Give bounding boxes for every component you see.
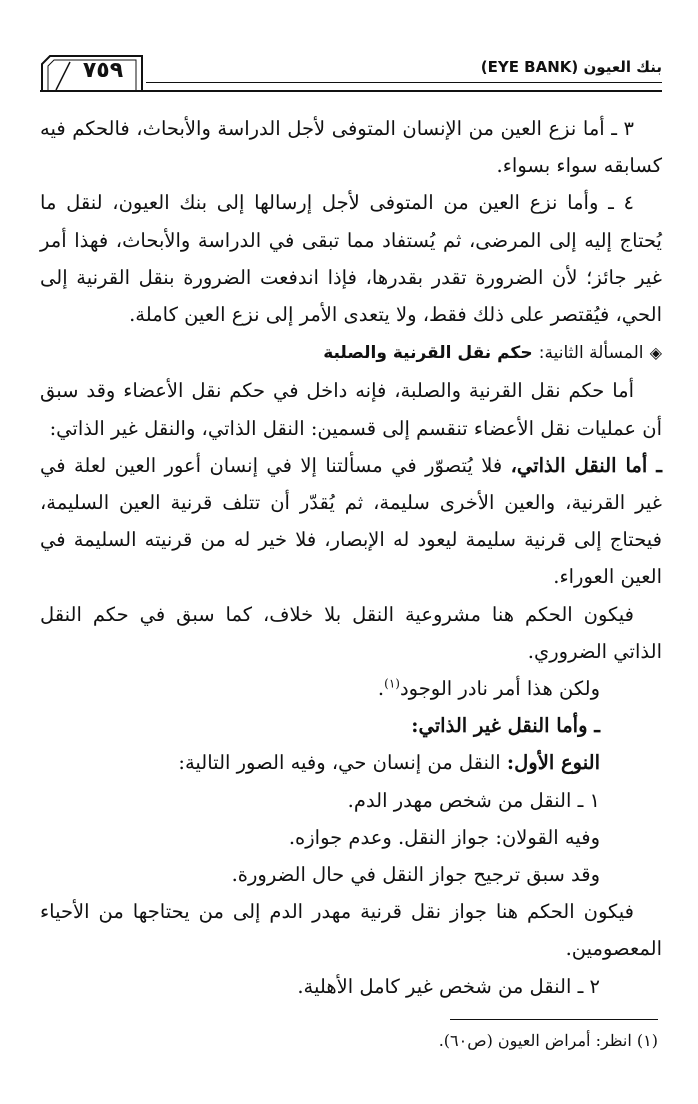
self-transfer-lead: ـ أما النقل الذاتي، xyxy=(510,453,662,477)
page-number-frame xyxy=(40,54,144,90)
self-transfer-text: فلا يُتصوّر في مسألتنا إلا في إنسان أعور العين لعلة في غير القرنية، والعين الأخرى سليمة، ثم يُقدّر أن تتلف قرنية العين السليمة، فيحتاج إلى قرنية سليمة ليعود له الإبصار، فلا خير له من قرنيته السليمة في العين العوراء. xyxy=(40,453,662,589)
page-header xyxy=(40,54,662,94)
paragraph-3: ٣ ـ أما نزع العين من الإنسان المتوفى لأجل الدراسة والأبحاث، فالحكم فيه كسابقه سواء بسواء. xyxy=(40,117,662,178)
section-title: حكم نقل القرنية والصلبة xyxy=(323,343,533,364)
self-transfer-paragraph xyxy=(40,447,662,596)
running-title: بنك العيون (EYE BANK) xyxy=(480,58,662,76)
ruling-1: فيكون الحكم هنا مشروعية النقل بلا خلاف، كما سبق في حكم النقل الذاتي الضروري. xyxy=(40,602,662,663)
non-self-heading: ـ وأما النقل غير الذاتي: xyxy=(411,714,600,738)
diamond-bullet-icon: ◈ xyxy=(649,343,662,363)
type-one-label: النوع الأول: xyxy=(506,751,600,775)
rare-note-text: ولكن هذا أمر نادر الوجود xyxy=(399,677,600,701)
rare-note xyxy=(40,670,662,707)
footnote-ref: (١) xyxy=(384,676,400,691)
type-one-text: النقل من إنسان حي، وفيه الصور التالية: xyxy=(178,751,507,775)
page-number: ٧٥٩ xyxy=(82,58,124,83)
rare-note-end: . xyxy=(377,677,385,701)
section-heading xyxy=(40,333,662,372)
opinions: وفيه القولان: جواز النقل. وعدم جوازه. xyxy=(288,825,600,849)
footnote-rule xyxy=(450,1019,658,1020)
type-one xyxy=(40,744,662,781)
footnote-text: انظر: أمراض العيون (ص٦٠). xyxy=(438,1031,637,1050)
item-1: ١ ـ النقل من شخص مهدر الدم. xyxy=(347,788,600,812)
paragraph-4: ٤ ـ وأما نزع العين من المتوفى لأجل إرسالها إلى بنك العيون، لنقل ما يُحتاج إليه إلى المرضى، ثم يُستفاد مما تبقى في الدراسة والأبحاث، فهذا أمر غير جائز؛ لأن الضرورة تقدر بقدرها، فإذا اندفعت الضرورة بنقل القرنية إلى الحي، فيُقتصر على ذلك فقط، ولا يتعدى الأمر إلى نزع العين كاملة. xyxy=(40,191,662,327)
item-2: ٢ ـ النقل من شخص غير كامل الأهلية. xyxy=(297,974,600,998)
preferred-opinion: وقد سبق ترجيح جواز النقل في حال الضرورة. xyxy=(231,863,600,887)
footnote-number: (١) xyxy=(636,1031,658,1050)
header-rule-top xyxy=(146,82,662,83)
footnote xyxy=(36,1027,658,1055)
section-label: المسألة الثانية: xyxy=(538,343,644,364)
section-intro: أما حكم نقل القرنية والصلبة، فإنه داخل في حكم نقل الأعضاء وقد سبق أن عمليات نقل الأعضاء تنقسم إلى قسمين: النقل الذاتي، والنقل غير الذاتي: xyxy=(40,379,662,440)
ruling-2: فيكون الحكم هنا جواز نقل قرنية مهدر الدم إلى من يحتاجها من الأحياء المعصومين. xyxy=(40,900,662,961)
page-body xyxy=(40,110,662,1005)
